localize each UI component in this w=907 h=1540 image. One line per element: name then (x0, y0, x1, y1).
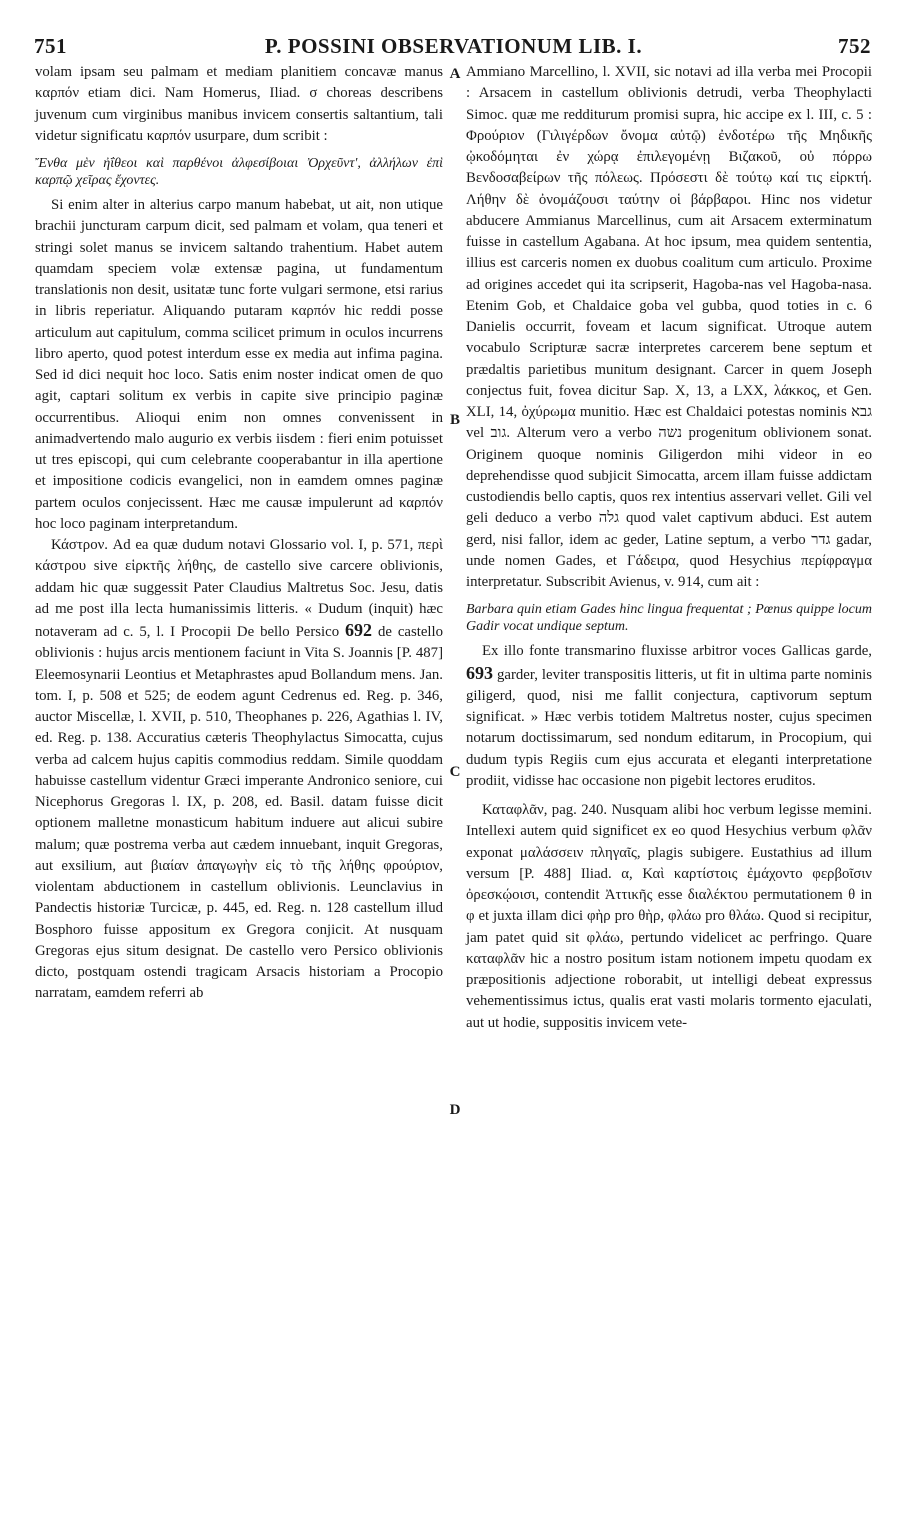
running-header (30, 34, 877, 60)
greek-quotation: Ἔνθα μὲν ἠΐθεοι καὶ παρθένοι ἀλφεσίβοιαι Ὀρχεῦντ', ἀλλήλων ἐπὶ καρπῷ χεῖρας ἔχοντες. (35, 156, 443, 188)
running-title: P. POSSINI OBSERVATIONUM LIB. I. (264, 34, 643, 58)
page-number-right: 752 (838, 34, 871, 58)
right-paragraph-2-continuation: garder, leviter transpositis litteris, ut fit in ultima parte nominis giligerd, quod, nisi me fallit conjectura, captivorum septum significat. » Hæc verbis totidem Maltretus noster, cujus specimen notarum doctissimarum, sed nondum editarum, in Procopium, qui dudum typis Regiis cum ejus accurata et eleganti interpretatione prodiit, vidisse hac occasione non pigebit lectores eruditos. (466, 666, 872, 789)
right-column (466, 62, 872, 1034)
page-number-left: 751 (34, 34, 67, 58)
right-paragraph-3: Καταφλᾶν, pag. 240. Nusquam alibi hoc verbum legisse memini. Intellexi autem quid significet ex eo quod Hesychius verbum φλᾶν exponat μαλάσσειν πληγαῖς, plagis subigere. Eustathius ad illum versum [P. 488] Iliad. α, Καὶ καρτίστοις ἐμάχοντο φερβοῖσιν ὀρεσκῴοισι, contendit Ἀττικῆς esse διαλέκτου permutationem θ in φ et juxta illam dici φὴρ pro θὴρ, φλάω pro θλάω. Quod si recipitur, jam patet quid sit φλάω, pertundo videlicet ac perfringo. Quare καταφλᾶν hic a nostro positum istam notionem impetu quodam ex præpositionis adjectione roborabit, ut intelligi debeat expressus vehementissimus ictus, qualis erat vasti molaris tormento ejaculati, aut ut hodie, suppositis invicem vete- (466, 802, 872, 1031)
left-paragraph-3 (35, 535, 443, 1005)
left-paragraph-3-text: Κάστρον. Ad ea quæ dudum notavi Glossario vol. I, p. 571, περὶ κάστρου sive εἱρκτῆς λήθης, de castello sive carcere oblivionis, addam hic quæ suggessit Pater Claudius Maltretus Soc. Jesu, datis ad me post illa lecta humanissimis litteris. « Dudum (inquit) hæc notaveram ad c. 5, l. I Procopii De bello Persico (35, 537, 443, 640)
left-column (35, 62, 443, 1005)
column-number-left: 692 (345, 620, 373, 640)
right-paragraph-2-text: Ex illo fonte transmarino fluxisse arbitror voces Gallicas garde, (482, 643, 872, 660)
margin-letter-c: C (449, 764, 461, 780)
right-paragraph-2 (466, 641, 872, 792)
margin-letter-d: D (449, 1102, 461, 1118)
left-paragraph-3-continuation: de castello oblivionis : hujus arcis mentionem faciunt in Vita S. Joannis [P. 487] Eleemosynarii Leontius et Metaphrastes apud Bollandum mens. Jan. tom. I, p. 508 et 525; de eodem agunt Cedrenus ed. Reg. p. 346, auctor Miscellæ, l. XVII, p. 510, Theophanes p. 226, Agathias l. IV, ed. Reg. p. 138. Accuratius cæteris Theophylactus Simocatta, cujus verba ad calcem hujus capitis commodius reddam. Simile quoddam habuisse castellum videntur Græci imperante Andronico seniore, cui Nicephorus Gregoras l. IX, p. 208, ed. Basil. datam fuisse dicit optionem malletne monasticum habitum induere aut alicui subire malum; quæ postrema verba aut cædem innuebant, inquit Gregoras, aut exsilium, aut βιαίαν ἀπαγωγὴν εἰς τὸ τῆς λήθης φρούριον, violentam abductionem in castellum oblivionis. Leunclavius in Pandectis historiæ Turcicæ, p. 445, ed. Reg. n. 128 castellum illud Bosphoro fuisse appositum ex Gregora conjicit. At nusquam Gregoras ejus situm designat. De castello vero Persico oblivionis dicto, postquam ostendi tragicam Arsacis historiam a Procopio narratam, eamdem referri ab (35, 624, 444, 1002)
column-number-right: 693 (466, 662, 493, 683)
avienus-quotation: Barbara quin etiam Gades hinc lingua frequentat ; Pœnus quippe locum Gadir vocat undique septum. (466, 602, 872, 635)
right-paragraph-1: Ammiano Marcellino, l. XVII, sic notavi ad illa verba mei Procopii : Arsacem in castellum oblivionis detrudi, verba Theophylacti Simoc. quæ me redditurum promisi supra, hic accipe ex l. III, c. 5 : Φρούριον (Γιλιγέρδων ὄνομα αὐτῷ) ἐνδοτέρω τῆς Μηδικῆς ᾠκοδόμηται ἐν χώρᾳ ἐπιλεγομένῃ Βιζακοῦ, οὐ πόρρω Βενδοσαβείρων τῆς πόλεως. Πρόσεστι δὲ τούτῳ καί τις εἱρκτή. Λήθην δὲ ὀνομάζουσι ταύτην οἱ βάρβαροι. Hinc nos videtur abducere Ammianus Marcellinus, cum ait Arsacem exterminatum fuisse in castellum Agabana. At hoc ipsum, mea quidem sententia, illius est carceris nomen ex duobus coalitum cum articulo. Proxime ad origines accedet qui ita scripserit, Hagoba-nas vel Hagoba-nasa. Etenim Gob, et Chaldaice goba vel gubba, quod toties in c. 6 Danielis occurrit, foveam et lacum significat. Utroque autem vocabulo Scripturæ sacræ interpretes carcerem bene septum et prædaltis parietibus munitum designant. Carcer in quem Joseph conjectus fuit, fovea dicitur Sap. X, 13, a LXX, λάκκος, et Gen. XLI, 14, ὀχύρωμα munitio. Hæc est Chaldaici potestas nominis גבא vel גוב. Alterum vero a verbo נשה progenitum oblivionem sonat. Originem quoque nominis Giligerdon mihi videor in eo deprehendisse quod subjicit Simocatta, arcem illam fuisse addictam custodiendis bello captis, quos rex intentius asservari vellet. Gili vel geli deduco a verbo גלה quod valet captivum abduci. Est autem gerd, nisi fallor, idem ac geder, Latine septum, a verbo גדר gadar, unde nomen Gades, et Γάδειρα, quod Hesychius περίφραγμα interpretatur. Subscribit Avienus, v. 914, cum ait : (466, 64, 873, 590)
left-paragraph-1: volam ipsam seu palmam et mediam planitiem concavæ manus καρπόν etiam dici. Nam Homerus, Iliad. σ choreas describens juvenum cum virginibus manibus invicem consertis saltantium, tali videtur significatu καρπόν usurpare, dum scribit : (35, 64, 443, 144)
margin-letter-a: A (449, 66, 461, 82)
margin-letter-b: B (449, 412, 460, 428)
left-paragraph-2: Si enim alter in alterius carpo manum habebat, ut ait, non utique brachii juncturam carpum dicit, sed palmam et volam, qua teneri et stringi solet manus se invicem saltando trahentium. Habet autem quamdam speciem volæ extensæ pagina, ut fundamentum translationis non desit, usitatæ tunc forte vulgari sermone, etsi rarius in libris reperiatur. Aliquando putaram καρπόν hic reddi posse articulum aut capitulum, comma scilicet primum in oculos incurrens libro aperto, quod potest interdum esse ex media aut infima pagina. Sed id dici nequit hoc loco. Satis enim noster indicat omen de quo agit, captari solitum ex verbis in capite sive principio paginæ occurrentibus. Alioqui enim non omnes convenissent in animadvertendo malo augurio ex verbis iisdem : fieri enim potuisset ut tres episcopi, qui cum celebrante cooperabantur in illa apertione et impositione codicis evangelici, non in eamdem omnes paginæ partem oculos conjecissent. Hæc me causæ impulerunt ad καρπόν hoc loco paginam interpretandum. (35, 197, 443, 532)
